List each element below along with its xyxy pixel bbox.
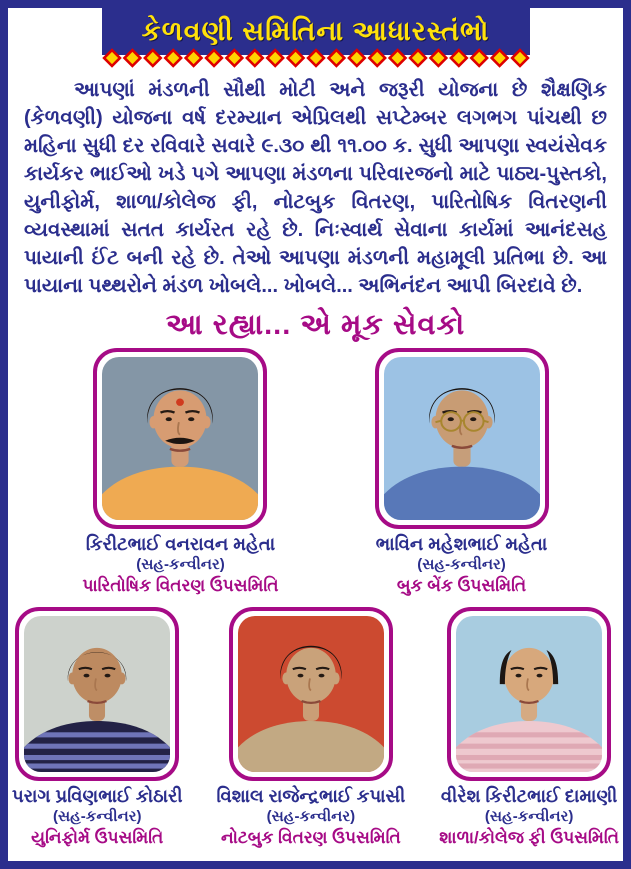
- member-committee: યુનિફોર્મ ઉપસમિતિ: [31, 828, 164, 847]
- member-caption: [12, 785, 182, 849]
- member-name: વિશાલ રાજેન્દ્રભાઈ કપાસી: [216, 786, 406, 806]
- photo-frame: [229, 607, 393, 781]
- member-role: (સહ-કન્વીનર): [266, 808, 356, 825]
- member-role: (સહ-કન્વીનર): [136, 556, 225, 573]
- portrait-row-1: [8, 348, 623, 597]
- member-committee: નોટબુક વિતરણ ઉપસમિતિ: [220, 828, 401, 847]
- photo-frame: [93, 348, 267, 529]
- member-card: [12, 607, 182, 849]
- member-name: ભાવિન મહેશભાઈ મહેતા: [375, 534, 548, 554]
- member-caption: [216, 785, 405, 849]
- member-name: કિરીટભાઈ વનરાવન મહેતા: [85, 534, 276, 554]
- member-caption: [376, 533, 547, 597]
- member-photo: [238, 616, 384, 772]
- member-card: [439, 607, 619, 849]
- member-photo: [24, 616, 170, 772]
- diamond-bunting-decoration: [102, 48, 530, 68]
- intro-paragraph: આપણાં મંડળની સૌથી મોટી અને જરૂરી યોજના છે શૈક્ષણિક (કેળવણી) યોજના વર્ષ દરમ્યાન એપ્રિલથી સપ્ટેમ્બર લગભગ પાંચથી છ મહિના સુધી દર રવિવારે સવારે ૯.૩૦ થી ૧૧.૦૦ ક. સુધી આપણા સ્વયંસેવક કાર્યકર ભાઈઓ ખડે પગે આપણા મંડળના પરિવારજનો માટે પાઠ્ય-પુસ્તકો, યુનીફોર્મ, શાળા/કોલેજ ફી, નોટબુક વિતરણ, પારિતોષિક વિતરણની વ્યવસ્થામાં સતત કાર્યરત રહે છે. નિઃસ્વાર્થ સેવાના કાર્યમાં આનંદસહ પાયાની ઈંટ બની રહે છે. તેઓ આપણા મંડળની મહામૂલી પ્રતિભા છે. આ પાયાના પથ્થરોને મંડળ ખોબલે... ખોબલે... અભિનંદન આપી બિરદાવે છે.: [24, 79, 607, 297]
- photo-frame: [15, 607, 179, 781]
- member-caption: [82, 533, 278, 597]
- portrait-row-2: [8, 607, 623, 849]
- member-card: [375, 348, 549, 597]
- member-name: પરાગ પ્રવિણભાઈ કોઠારી: [12, 786, 183, 806]
- member-photo: [102, 357, 258, 520]
- subtitle: આ રહ્યા... એ મૂક સેવકો: [165, 309, 466, 341]
- member-role: (સહ-કન્વીનર): [417, 556, 506, 573]
- member-committee: બુક બેંક ઉપસમિતિ: [396, 576, 527, 595]
- member-photo: [456, 616, 602, 772]
- photo-frame: [447, 607, 611, 781]
- member-photo: [384, 357, 540, 520]
- page-title: કેળવણી સમિતિના આધારસ્તંભો: [141, 15, 490, 46]
- member-role: (સહ-કન્વીનર): [53, 808, 142, 825]
- member-committee: શાળા/કોલેજ ફી ઉપસમિતિ: [439, 828, 619, 847]
- photo-frame: [375, 348, 549, 529]
- member-card: [216, 607, 405, 849]
- member-name: વીરેશ કિરીટભાઈ દામાણી: [440, 786, 618, 806]
- member-role: (સહ-કન્વીનર): [484, 808, 574, 825]
- member-caption: [439, 785, 619, 849]
- member-committee: પારિતોષિક વિતરણ ઉપસમિતિ: [82, 576, 279, 595]
- member-card: [82, 348, 278, 597]
